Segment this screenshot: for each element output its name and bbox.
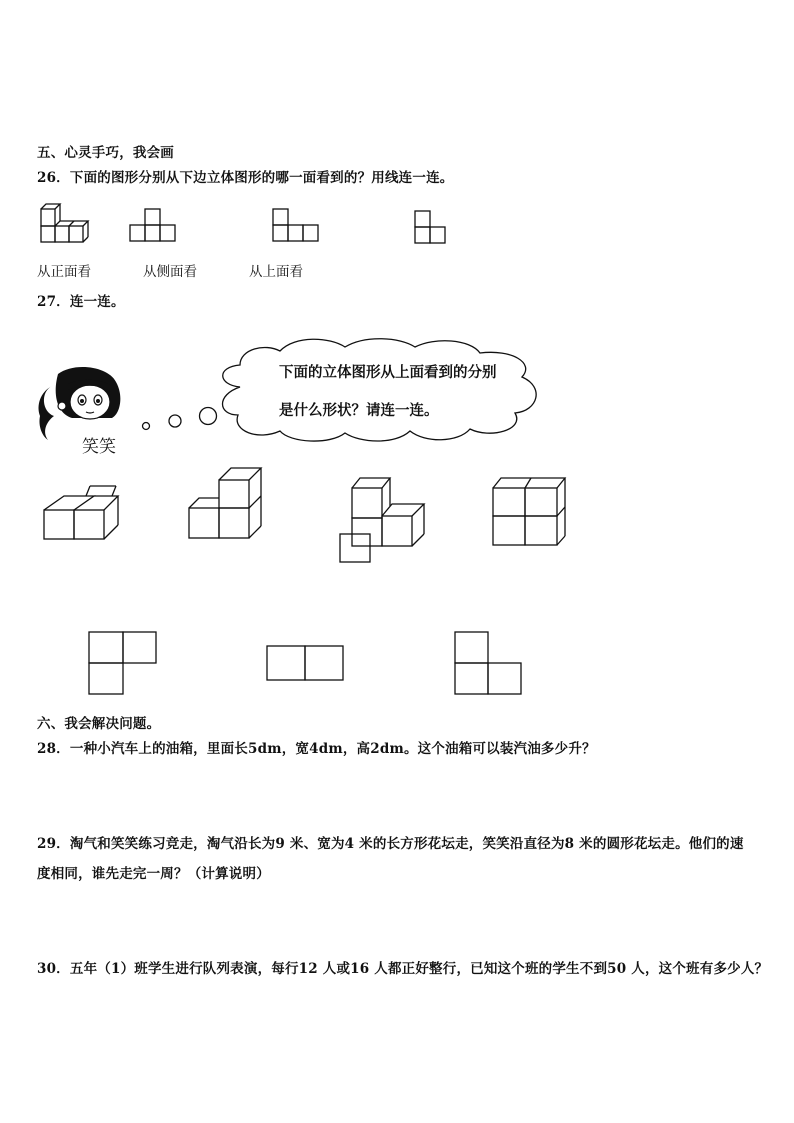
q26-view-shape-3	[414, 207, 448, 247]
q27-solid-3	[338, 476, 428, 564]
section-heading-5: 五、心灵手巧，我会画	[37, 145, 174, 161]
question-29-line-2: 度相同，谁先走完一周？（计算说明）	[37, 866, 270, 882]
view-label-side: 从侧面看	[143, 264, 197, 280]
q26-view-shape-1	[129, 207, 177, 243]
question-27-text: 27．连一连。	[37, 294, 125, 310]
view-label-top: 从上面看	[249, 264, 303, 280]
question-29-line-1: 29．淘气和笑笑练习竞走，淘气沿长为9 米、宽为4 米的长方形花坛走，笑笑沿直径为8 米的圆形花坛走。他们的速	[37, 836, 744, 852]
view-label-front: 从正面看	[37, 264, 91, 280]
q27-view-1	[87, 630, 159, 696]
q27-solid-2	[187, 465, 265, 541]
q27-solid-4	[491, 474, 571, 548]
thought-cloud	[140, 335, 560, 445]
question-28-text: 28．一种小汽车上的油箱，里面长5dm，宽4dm，高2dm。这个油箱可以装汽油多少升？	[37, 741, 596, 757]
q27-view-2	[265, 644, 347, 682]
speech-line-1: 下面的立体图形从上面看到的分别	[279, 364, 497, 381]
q27-solid-1	[42, 484, 124, 542]
q26-view-shape-2	[272, 207, 320, 243]
q27-view-3	[453, 630, 525, 696]
question-26-text: 26．下面的图形分别从下边立体图形的哪一面看到的？用线连一连。	[37, 170, 454, 186]
section-heading-6: 六、我会解决问题。	[37, 716, 161, 732]
q26-solid-figure	[40, 203, 100, 245]
question-30-text: 30．五年（1）班学生进行队列表演，每行12 人或16 人都正好整行，已知这个班的学生不到50 人，这个班有多少人？	[37, 961, 769, 977]
character-name-label: 笑笑	[82, 437, 116, 457]
speech-line-2: 是什么形状？请连一连。	[279, 402, 439, 419]
